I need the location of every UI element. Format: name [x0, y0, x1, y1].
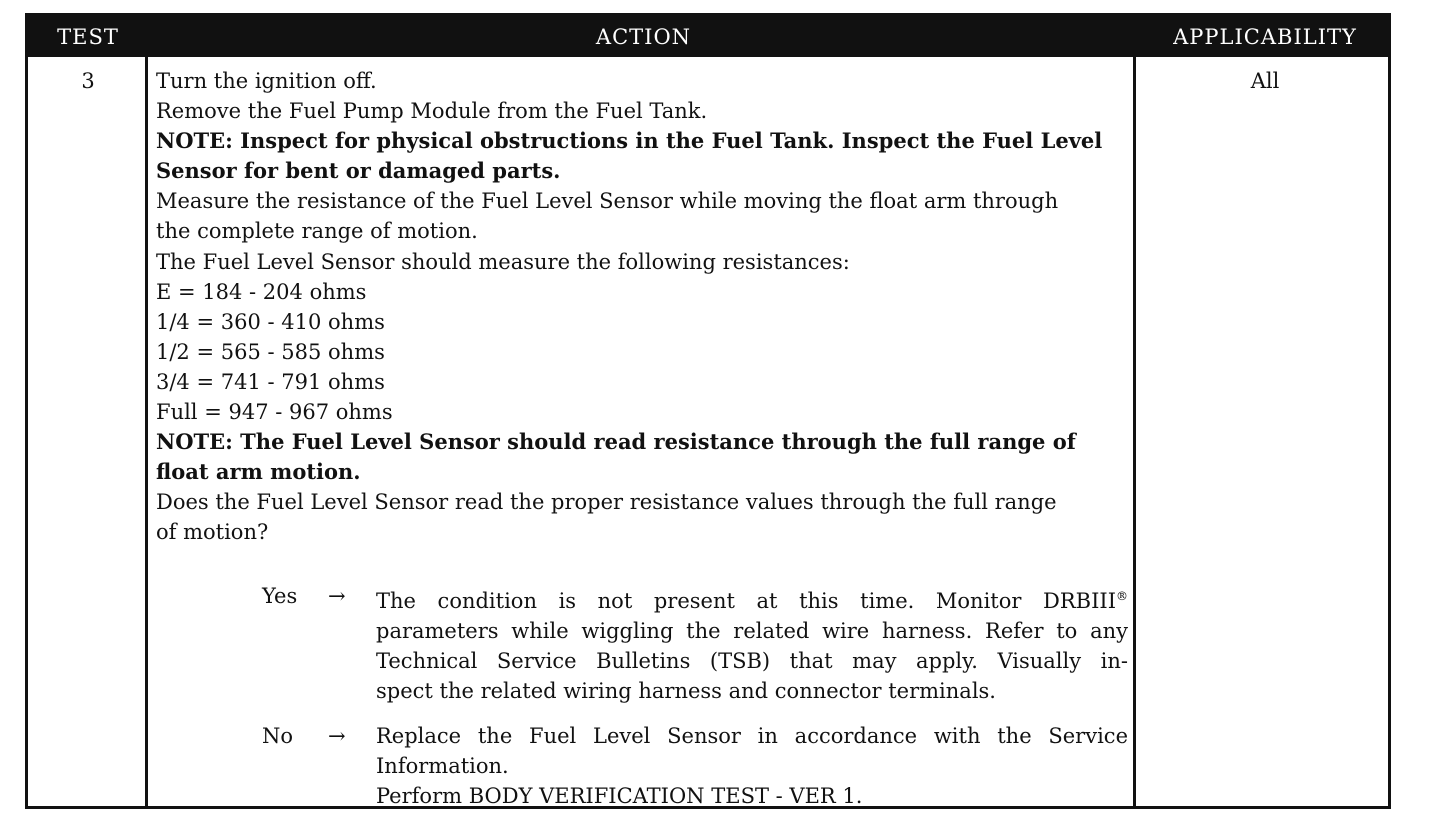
arrow-right-icon: → — [328, 724, 346, 748]
question-line: Does the Fuel Level Sensor read the proper resistance values through the full range — [156, 490, 1057, 515]
column-divider-test — [145, 54, 148, 806]
resistance-spec: Full = 947 - 967 ohms — [156, 400, 393, 425]
registered-mark: ® — [1116, 589, 1128, 603]
resistance-spec: 3/4 = 741 - 791 ohms — [156, 369, 385, 394]
resistance-spec: 1/4 = 360 - 410 ohms — [156, 309, 385, 334]
action-cell — [156, 66, 1131, 809]
question-line: of motion? — [156, 520, 269, 545]
applicability-value: All — [1250, 69, 1280, 93]
table-header-row — [28, 16, 1388, 57]
response-no-line: Replace the Fuel Level Sensor in accordance with the Service — [376, 724, 1128, 748]
note-full-range: NOTE: The Fuel Level Sensor should read resistance through the full range of float arm motion. — [156, 429, 1076, 485]
response-yes-line: parameters while wiggling the related wire harness. Refer to any — [376, 619, 1128, 644]
response-no-label: No — [262, 724, 294, 748]
response-yes-line: spect the related wiring harness and connector terminals. — [376, 679, 996, 704]
action-line: Measure the resistance of the Fuel Level Sensor while moving the float arm through — [156, 189, 1059, 214]
response-yes — [156, 581, 1131, 706]
resistance-spec: 1/2 = 565 - 585 ohms — [156, 339, 385, 364]
action-line: the complete range of motion. — [156, 219, 478, 244]
header-test: TEST — [57, 25, 119, 49]
response-yes-line: The condition is not present at this time. Monitor DRBIII® — [376, 589, 1128, 613]
response-no-text — [376, 721, 1128, 811]
note-inspect: NOTE: Inspect for physical obstructions in the Fuel Tank. Inspect the Fuel Level Sensor for bent or damaged parts. — [156, 128, 1103, 184]
header-applicability: APPLICABILITY — [1173, 25, 1357, 49]
response-no-line: Perform BODY VERIFICATION TEST - VER 1. — [376, 784, 863, 809]
response-yes-label: Yes — [262, 584, 298, 608]
response-yes-text — [376, 581, 1128, 706]
response-no — [156, 721, 1131, 816]
action-line: The Fuel Level Sensor should measure the following resistances: — [156, 249, 850, 274]
header-action: ACTION — [595, 25, 692, 49]
response-no-line: Information. — [376, 754, 509, 779]
resistance-spec: E = 184 - 204 ohms — [156, 279, 367, 304]
column-divider-applicability — [1133, 54, 1136, 806]
action-line: Remove the Fuel Pump Module from the Fuel Tank. — [156, 99, 708, 124]
response-yes-line: Technical Service Bulletins (TSB) that may apply. Visually in- — [376, 649, 1128, 674]
test-number: 3 — [81, 69, 95, 93]
diagnostic-test-table — [25, 13, 1391, 809]
action-line: Turn the ignition off. — [156, 69, 377, 93]
arrow-right-icon: → — [328, 584, 346, 608]
